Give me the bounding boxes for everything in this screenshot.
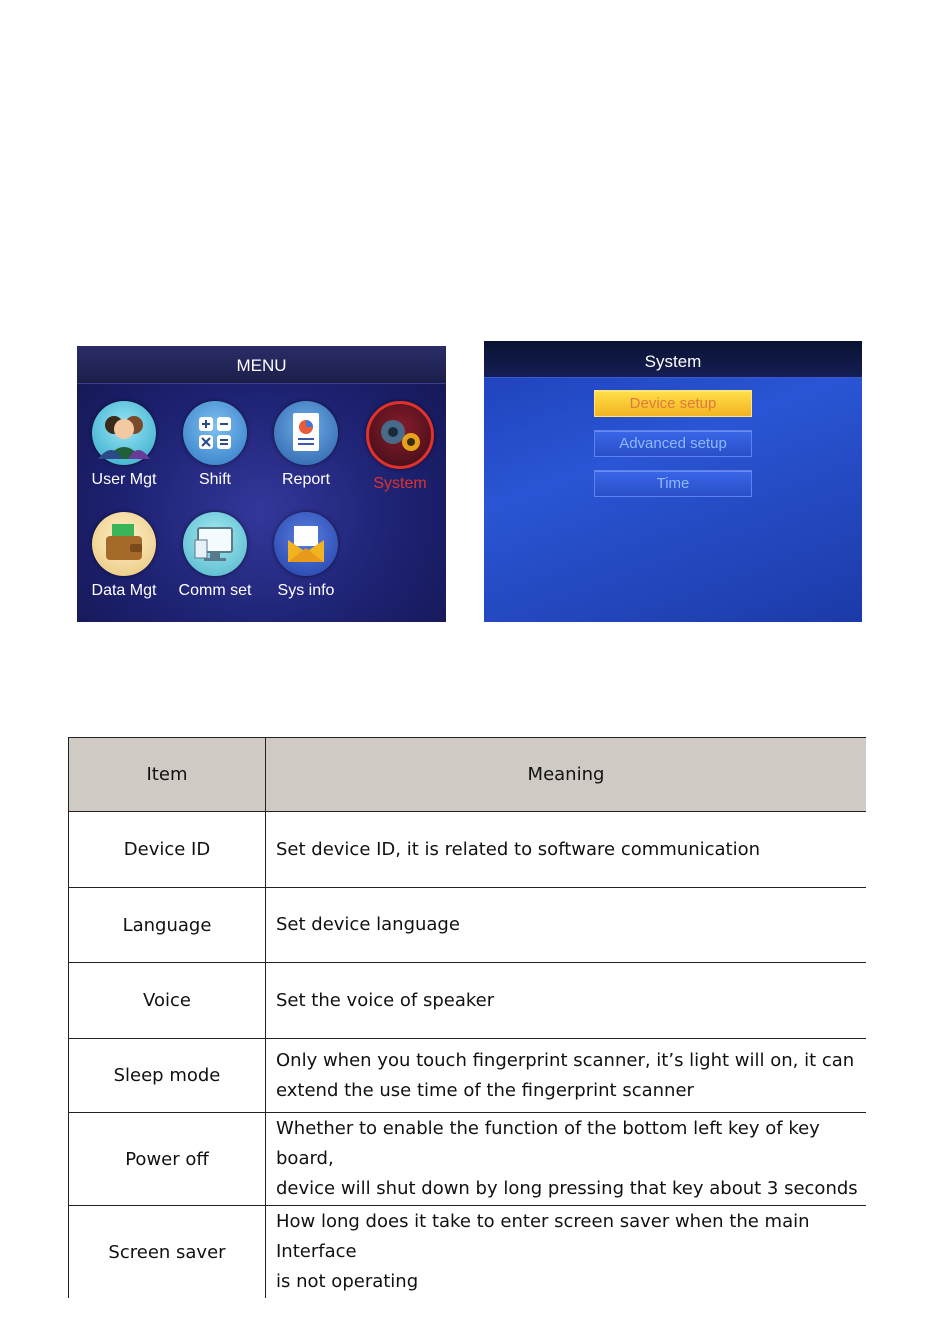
menu-item-label: Sys info (277, 582, 335, 599)
calculator-icon (183, 401, 247, 465)
meaning-line: Set device language (276, 914, 460, 935)
row-meaning (266, 888, 867, 963)
row-meaning (266, 963, 867, 1039)
menu-title: MENU (77, 346, 446, 384)
row-meaning (266, 812, 867, 888)
menu-item-system[interactable] (354, 401, 446, 493)
advanced-setup-button[interactable]: Advanced setup (594, 430, 752, 457)
menu-screen (77, 346, 446, 622)
system-title: System (484, 341, 862, 378)
menu-item-sys-info[interactable] (260, 512, 352, 600)
header-meaning: Meaning (266, 738, 867, 812)
menu-item-shift[interactable] (169, 401, 261, 489)
menu-item-comm-set[interactable] (169, 512, 261, 600)
meaning-line: Set the voice of speaker (276, 989, 495, 1011)
row-meaning (266, 1206, 867, 1299)
header-item: Item (69, 738, 266, 812)
row-meaning (266, 1039, 867, 1113)
time-button[interactable]: Time (594, 470, 752, 497)
menu-item-label: System (373, 475, 427, 492)
meaning-line: Set device ID, it is related to software communication (276, 838, 761, 860)
row-item: Screen saver (69, 1206, 266, 1299)
envelope-icon (274, 512, 338, 576)
menu-item-label: Comm set (178, 582, 252, 599)
row-item: Voice (69, 963, 266, 1039)
table-row (69, 1206, 867, 1299)
row-item: Language (69, 888, 266, 963)
meaning-line: Only when you touch fingerprint scanner, it’s light will on, it can (276, 1049, 855, 1071)
table-row (69, 1113, 867, 1206)
meaning-line: How long does it take to enter screen saver when the main Interface (276, 1211, 810, 1262)
menu-item-label: Data Mgt (91, 582, 157, 599)
menu-item-data-mgt[interactable] (78, 512, 170, 600)
monitor-icon (183, 512, 247, 576)
device-setup-button[interactable]: Device setup (594, 390, 752, 417)
system-screen (484, 341, 862, 622)
row-item: Power off (69, 1113, 266, 1206)
report-icon (274, 401, 338, 465)
table-row (69, 963, 867, 1039)
menu-item-report[interactable] (260, 401, 352, 489)
meaning-line: device will shut down by long pressing that key about 3 seconds (276, 1178, 858, 1199)
menu-item-user-mgt[interactable] (78, 401, 170, 489)
meaning-line: Whether to enable the function of the bottom left key of key board, (276, 1118, 820, 1169)
wallet-icon (92, 512, 156, 576)
table-header-row (69, 738, 867, 812)
users-icon (92, 401, 156, 465)
table-row (69, 888, 867, 963)
meaning-line: is not operating (276, 1271, 419, 1292)
table-row (69, 1039, 867, 1113)
meaning-line: extend the use time of the fingerprint scanner (276, 1079, 694, 1101)
row-item: Sleep mode (69, 1039, 266, 1113)
table-row (69, 812, 867, 888)
menu-item-label: Shift (198, 471, 231, 488)
row-meaning (266, 1113, 867, 1206)
row-item: Device ID (69, 812, 266, 888)
gears-icon (366, 401, 434, 469)
menu-item-label: User Mgt (91, 471, 157, 488)
settings-table (68, 737, 866, 1298)
menu-item-label: Report (281, 471, 331, 488)
